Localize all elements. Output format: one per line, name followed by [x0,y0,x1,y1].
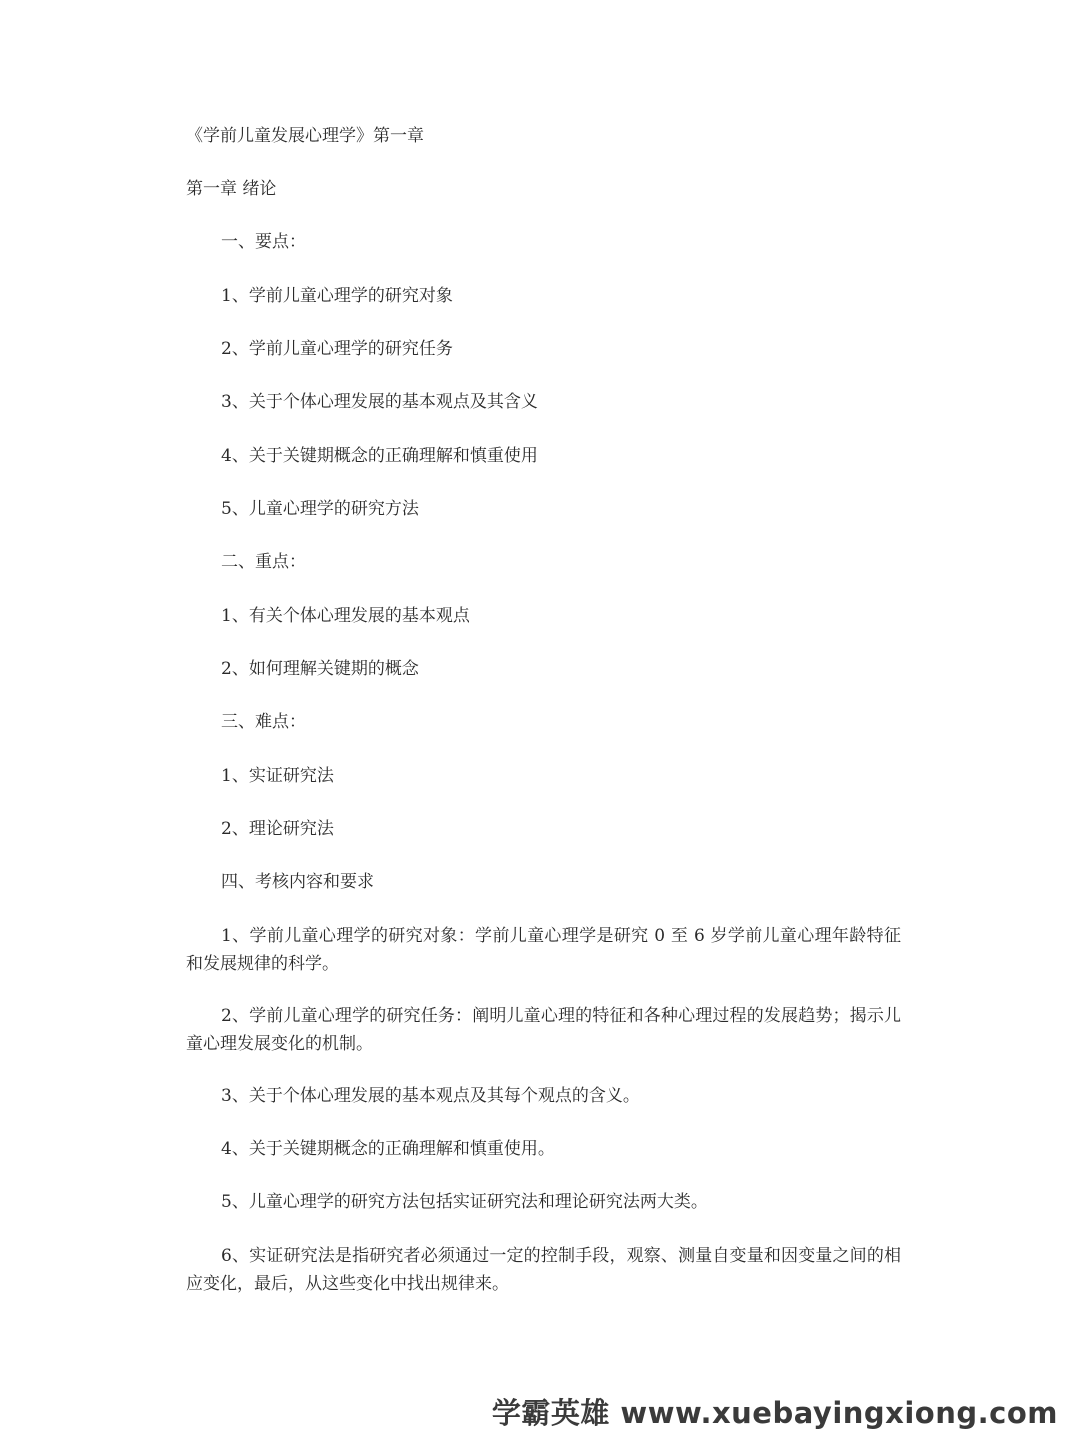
list-item: 3、关于个体心理发展的基本观点及其含义 [221,392,538,412]
paragraph: 1、学前儿童心理学的研究对象：学前儿童心理学是研究 0 至 6 岁学前儿童心理年龄特征和发展规律的科学。 [186,926,901,974]
list-item: 5、儿童心理学的研究方法 [221,499,419,519]
list-item: 2、学前儿童心理学的研究任务 [221,339,453,359]
section-heading-focus: 二、重点： [221,552,306,572]
paragraph: 3、关于个体心理发展的基本观点及其每个观点的含义。 [221,1086,640,1106]
list-item: 4、关于关键期概念的正确理解和慎重使用 [221,446,538,466]
paragraph: 5、儿童心理学的研究方法包括实证研究法和理论研究法两大类。 [221,1192,708,1212]
list-item: 1、学前儿童心理学的研究对象 [221,286,453,306]
list-item: 2、理论研究法 [221,819,334,839]
section-heading-key-points: 一、要点： [221,232,306,252]
list-item: 1、有关个体心理发展的基本观点 [221,606,470,626]
chapter-heading: 第一章 绪论 [186,179,277,199]
paragraph: 6、实证研究法是指研究者必须通过一定的控制手段，观察、测量自变量和因变量之间的相应变化，最后，从这些变化中找出规律来。 [186,1246,901,1294]
paragraph: 2、学前儿童心理学的研究任务：阐明儿童心理的特征和各种心理过程的发展趋势；揭示儿童心理发展变化的机制。 [186,1006,901,1054]
section-heading-difficulties: 三、难点： [221,712,306,732]
paragraph: 4、关于关键期概念的正确理解和慎重使用。 [221,1139,555,1159]
list-item: 1、实证研究法 [221,766,334,786]
document-title: 《学前儿童发展心理学》第一章 [186,126,424,146]
section-heading-assessment: 四、考核内容和要求 [221,872,374,892]
watermark-text: 学霸英雄 www.xuebayingxiong.com [491,1396,1058,1430]
list-item: 2、如何理解关键期的概念 [221,659,419,679]
